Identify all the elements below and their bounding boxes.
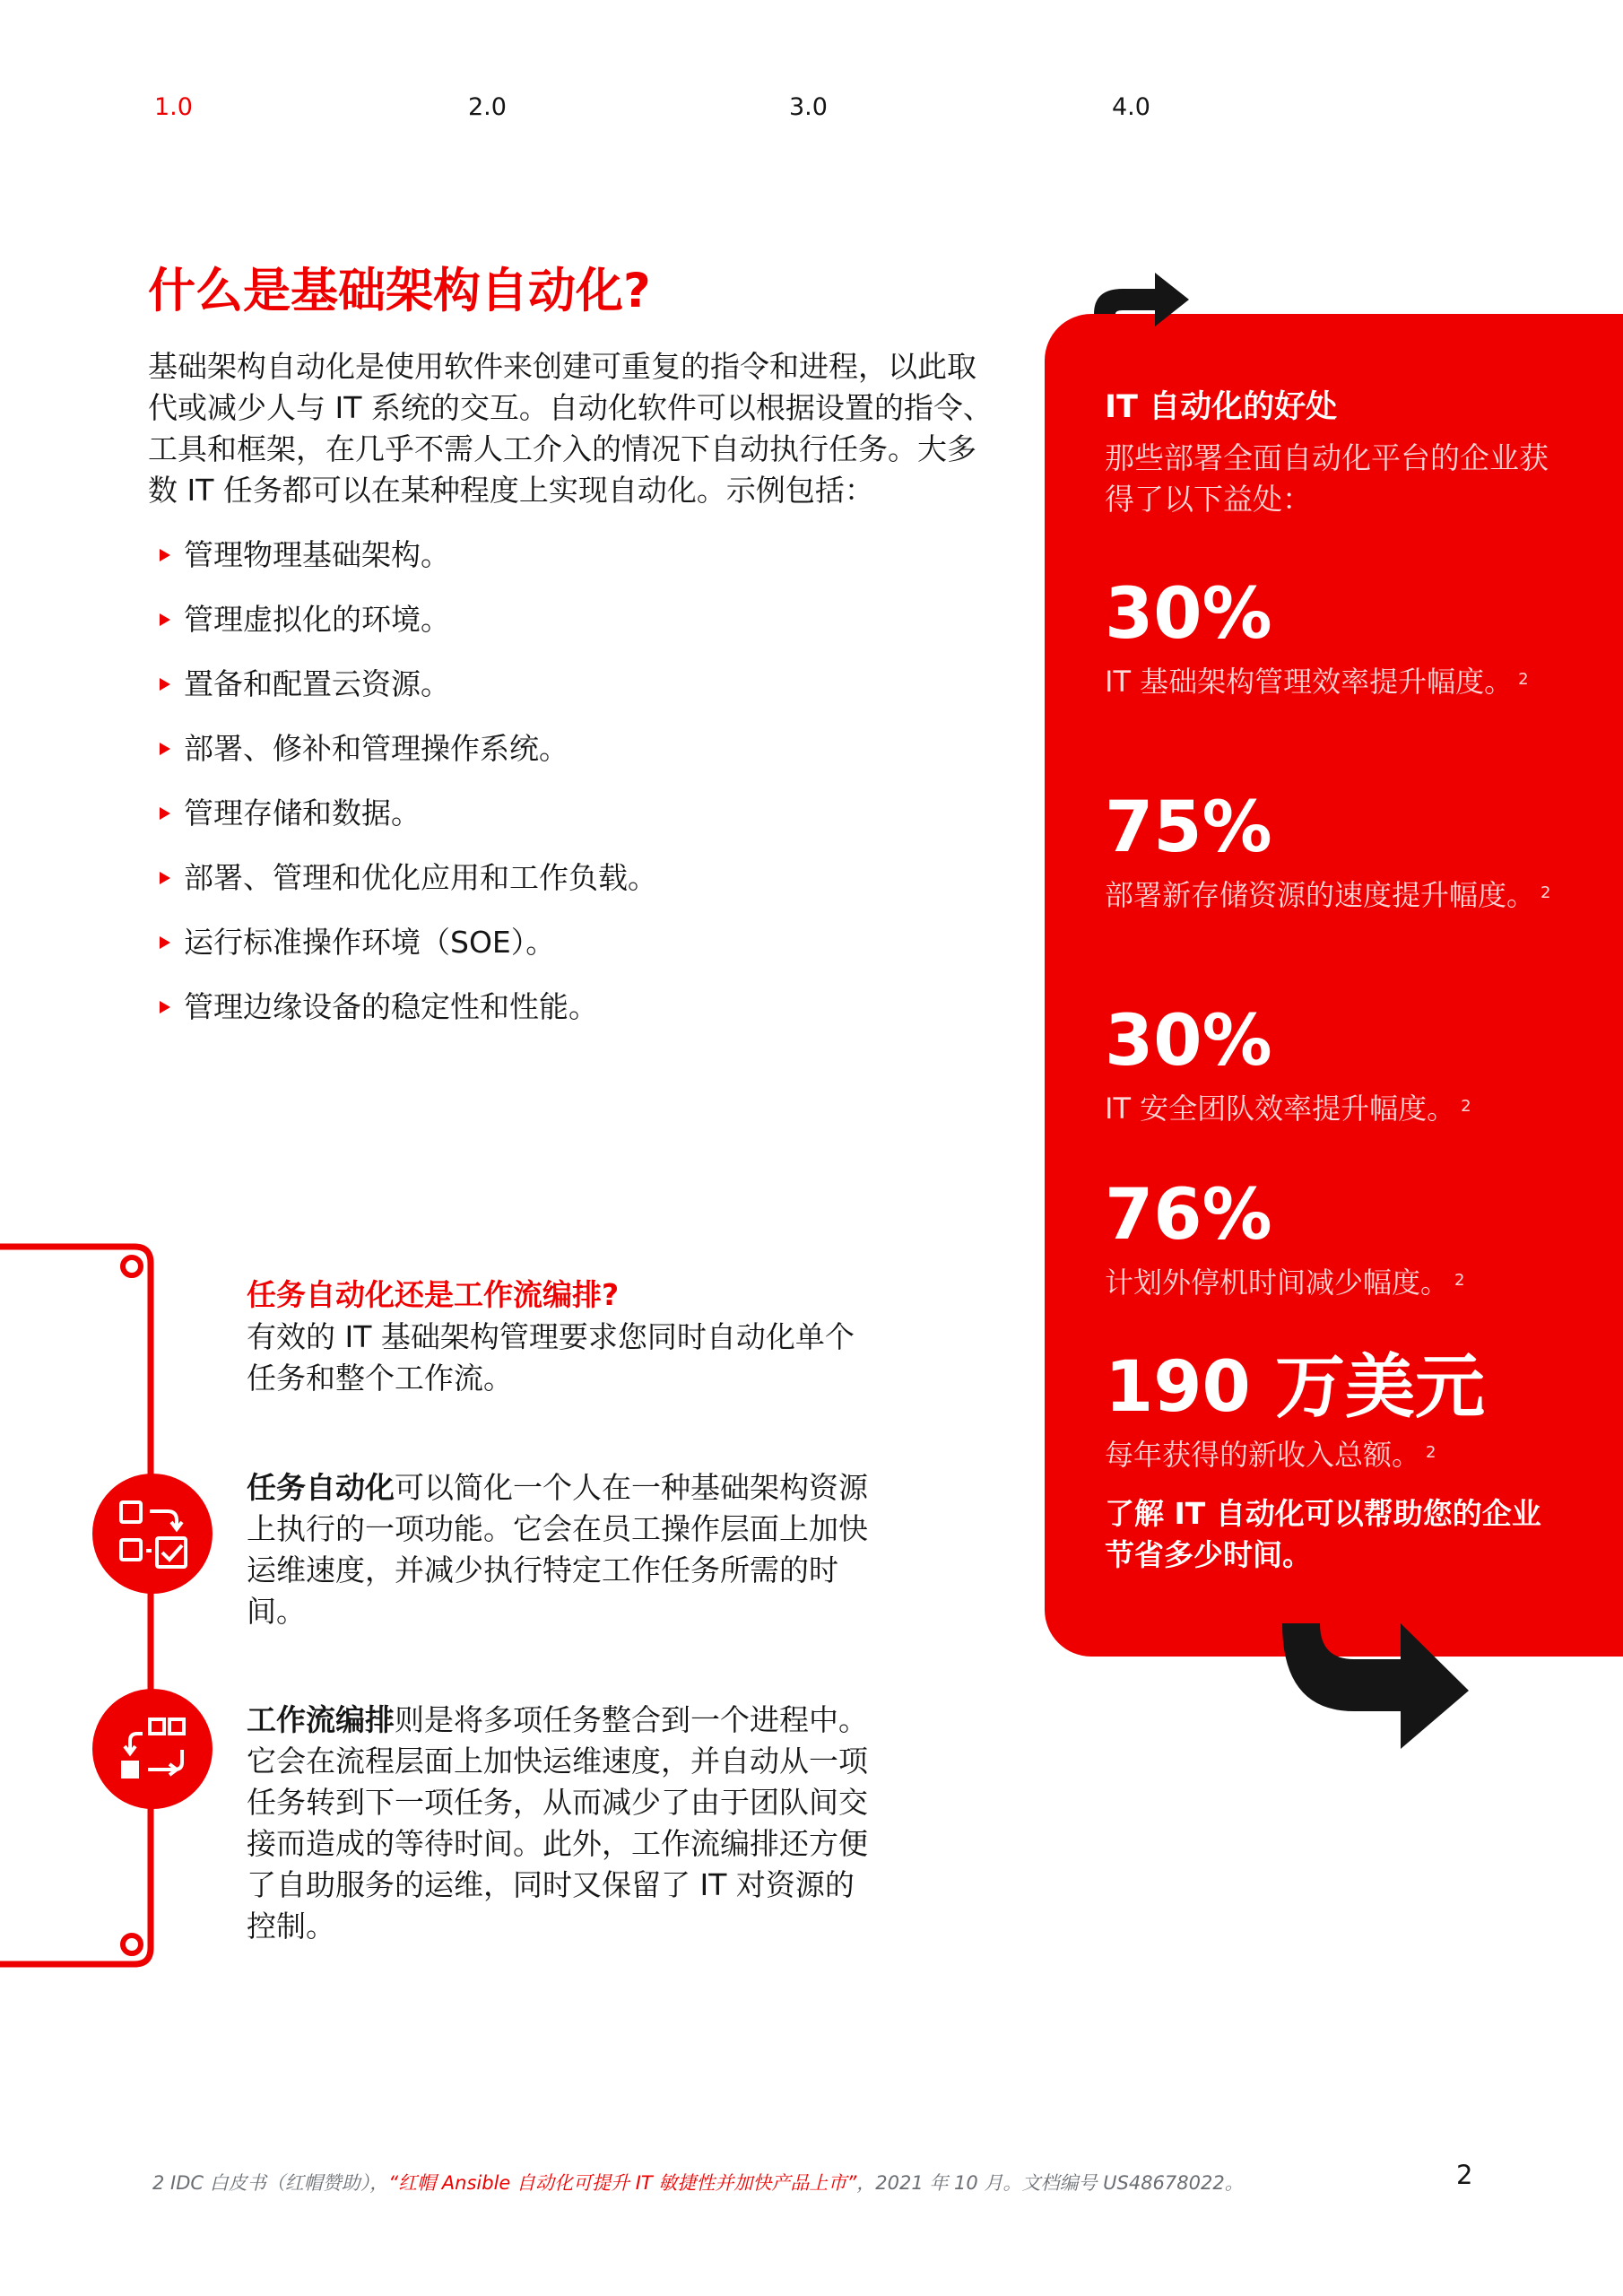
stat-item xyxy=(1105,787,1571,915)
stat-description: IT 安全团队效率提升幅度。 $^2$ xyxy=(1105,1091,1471,1126)
bullet-triangle-icon xyxy=(160,743,170,755)
list-item-text: 管理虚拟化的环境。 xyxy=(184,602,450,637)
workflow-orchestration-term: 工作流编排 xyxy=(247,1702,395,1737)
list-item-text: 部署、管理和优化应用和工作负载。 xyxy=(184,860,657,895)
list-item xyxy=(160,535,967,599)
workflow-orchestration-text: 则是将多项任务整合到一个进程中。它会在流程层面上加快运维速度，并自动从一项任务转到下一项任务，从而减少了由于团队间交接而造成的等待时间。此外，工作流编排还方便了自助服务的运维，同时又保留了 IT 对资源的控制。 xyxy=(247,1702,868,1944)
stat-item xyxy=(1105,1001,1571,1128)
page-number: 2 xyxy=(1456,2160,1473,2190)
workflow-orchestration-icon xyxy=(92,1689,213,1809)
list-item xyxy=(160,922,967,987)
stat-value: 190 万美元 xyxy=(1105,1347,1485,1428)
list-item-text: 运行标准操作环境（SOE）。 xyxy=(184,925,556,960)
list-item xyxy=(160,793,967,857)
benefits-title: IT 自动化的好处 xyxy=(1105,389,1338,425)
benefits-subtitle: 那些部署全面自动化平台的企业获得了以下益处： xyxy=(1105,440,1549,517)
stat-value: 30% xyxy=(1105,1001,1272,1082)
bullet-triangle-icon xyxy=(160,613,170,626)
task-automation-term: 任务自动化 xyxy=(247,1470,395,1505)
footnote-citation-link[interactable]: “红帽 Ansible 自动化可提升 IT 敏捷性并加快产品上市” xyxy=(388,2172,857,2194)
nav-tab-4[interactable]: 4.0 xyxy=(1112,93,1150,121)
list-item xyxy=(160,857,967,922)
stat-item xyxy=(1105,1175,1571,1302)
stat-description: 部署新存储资源的速度提升幅度。 $^2$ xyxy=(1105,878,1551,912)
list-item xyxy=(160,664,967,728)
footnote-ref: 2 xyxy=(1461,1097,1471,1116)
nav-tab-2[interactable]: 2.0 xyxy=(468,93,507,121)
list-item-text: 管理物理基础架构。 xyxy=(184,537,450,572)
intro-paragraph: 基础架构自动化是使用软件来创建可重复的指令和进程，以此取代或减少人与 IT 系统的交互。自动化软件可以根据设置的指令、工具和框架，在几乎不需人工介入的情况下自动执行任务。大多数 IT 任务都可以在某种程度上实现自动化。示例包括： xyxy=(148,349,993,508)
list-item xyxy=(160,728,967,793)
stat-value: 30% xyxy=(1105,574,1272,655)
stat-description: 计划外停机时间减少幅度。 $^2$ xyxy=(1105,1265,1465,1300)
arrow-right-icon xyxy=(1092,271,1191,334)
benefits-panel xyxy=(1045,314,1623,1657)
bullet-triangle-icon xyxy=(160,1001,170,1013)
bullet-triangle-icon xyxy=(160,872,170,884)
examples-list xyxy=(160,535,967,1051)
sidebar-intro: 有效的 IT 基础架构管理要求您同时自动化单个任务和整个工作流。 xyxy=(247,1319,855,1396)
list-item xyxy=(160,599,967,664)
list-item-text: 置备和配置云资源。 xyxy=(184,666,450,701)
footnote-ref: 2 xyxy=(1518,670,1529,689)
nav-tab-1[interactable]: 1.0 xyxy=(154,93,193,121)
footnote: 2 IDC 白皮书（红帽赞助），“红帽 Ansible 自动化可提升 IT 敏捷性并加快产品上市”，2021 年 10 月。文档编号 US48678022。 xyxy=(152,2172,1244,2194)
sidebar-frame xyxy=(0,1238,170,1973)
section-nav xyxy=(0,93,1623,129)
list-item xyxy=(160,987,967,1051)
list-item-text: 部署、修补和管理操作系统。 xyxy=(184,731,568,766)
task-automation-icon xyxy=(92,1474,213,1594)
stat-item xyxy=(1105,1347,1571,1474)
stat-value: 75% xyxy=(1105,787,1272,868)
benefits-cta-link[interactable]: 了解 IT 自动化可以帮助您的企业节省多少时间。 xyxy=(1105,1496,1541,1572)
footnote-ref: 2 xyxy=(1454,1271,1465,1290)
list-item-text: 管理存储和数据。 xyxy=(184,796,421,831)
bullet-triangle-icon xyxy=(160,936,170,949)
task-automation-text: 可以简化一个人在一种基础架构资源上执行的一项功能。它会在员工操作层面上加快运维速度，并减少执行特定工作任务所需的时间。 xyxy=(247,1470,868,1629)
workflow-orchestration-paragraph xyxy=(247,1700,874,1947)
stat-description: IT 基础架构管理效率提升幅度。 $^2$ xyxy=(1105,665,1529,699)
bullet-triangle-icon xyxy=(160,549,170,561)
bullet-triangle-icon xyxy=(160,807,170,820)
bullet-triangle-icon xyxy=(160,678,170,691)
sidebar-title: 任务自动化还是工作流编排? xyxy=(247,1277,620,1312)
stat-description: 每年获得的新收入总额。 $^2$ xyxy=(1105,1438,1436,1472)
task-automation-paragraph xyxy=(247,1467,874,1632)
stat-item xyxy=(1105,574,1571,701)
stat-value: 76% xyxy=(1105,1175,1272,1256)
list-item-text: 管理边缘设备的稳定性和性能。 xyxy=(184,989,598,1024)
page-title: 什么是基础架构自动化? xyxy=(148,264,651,318)
footnote-ref: 2 xyxy=(1541,883,1551,902)
nav-tab-3[interactable]: 3.0 xyxy=(789,93,828,121)
footnote-ref: 2 xyxy=(1426,1443,1436,1462)
arrow-right-icon xyxy=(1282,1623,1480,1758)
